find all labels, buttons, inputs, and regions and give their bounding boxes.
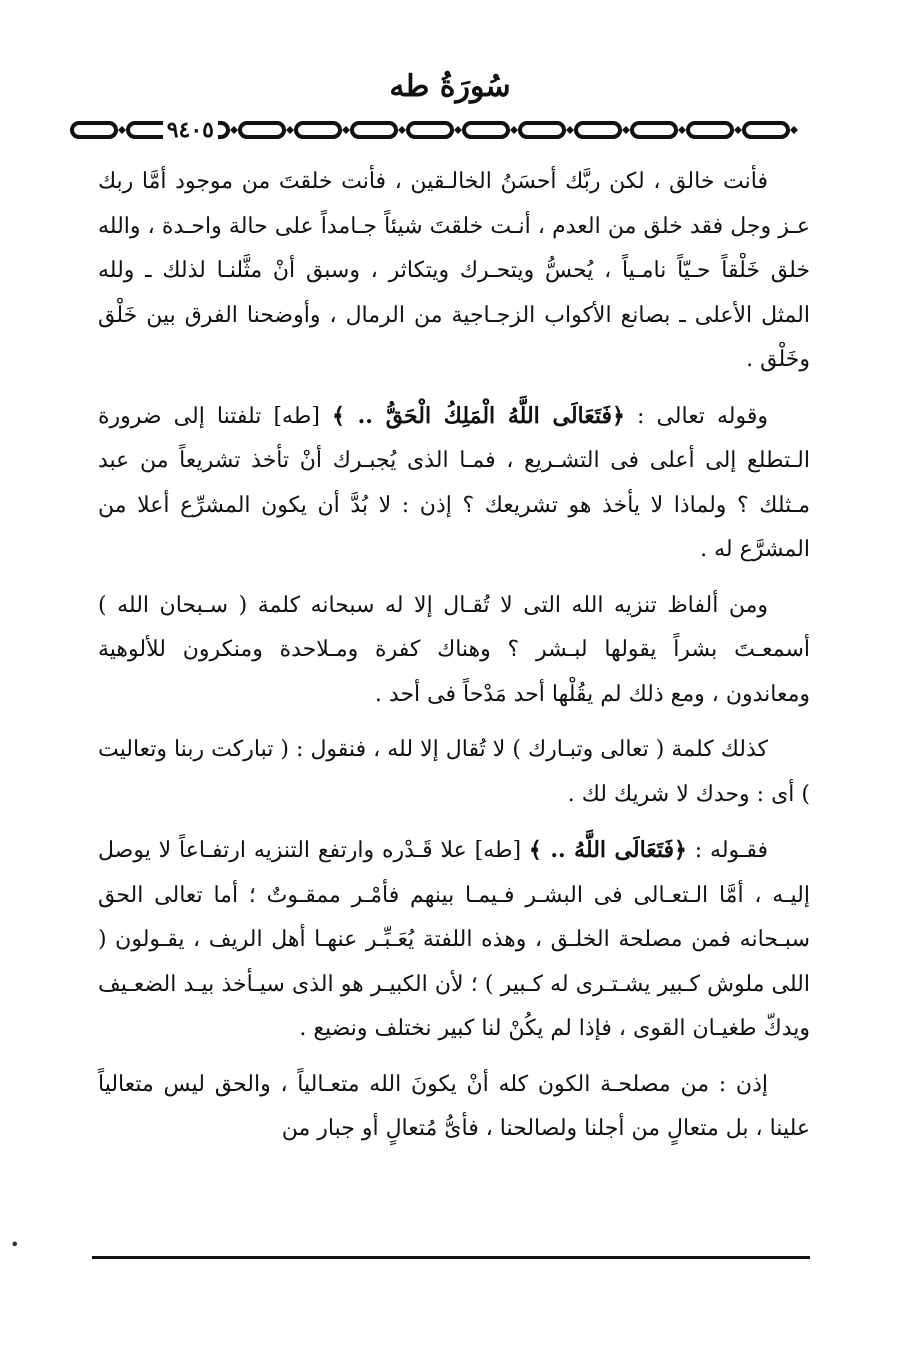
paragraph-text: [طه] — [466, 838, 529, 863]
page-number: ٩٤٠٥ — [163, 113, 218, 147]
body-text — [98, 160, 810, 1163]
chain-link — [688, 123, 732, 137]
chain-link — [464, 123, 508, 137]
chain-link — [632, 123, 676, 137]
chain-diamond — [790, 126, 798, 134]
chain-link — [296, 123, 340, 137]
chain-diamond — [230, 126, 238, 134]
paragraph — [98, 1063, 810, 1152]
paragraph — [98, 584, 810, 718]
chain-diamond — [510, 126, 518, 134]
paragraph — [98, 394, 810, 573]
chain-diamond — [342, 126, 350, 134]
paragraph — [98, 160, 810, 383]
chain-link — [744, 123, 788, 137]
quran-verse: ﴿فَتَعَالَى اللَّهُ الْمَلِكُ الْحَقُّ .. ﴾ — [332, 402, 625, 429]
chain-diamond — [566, 126, 574, 134]
margin-mark: • — [10, 1235, 20, 1254]
chain-diamond — [734, 126, 742, 134]
paragraph-text: فأنت خالق ، لكن ربَّك أحسَنُ الخالـقين ، فأنت خلقتَ من موجود أمَّا ربك عـز وجل فقد خلق من العدم ، أنـت خلقتَ شيئاً جـامداً على حالة واحـدة ، والله خلق خَلْقاً حـيّاً نامـياً ، يُحسُّ ويتحـرك ويتكاثر ، وسبق أنْ مثَّلنـا لذلك ـ ولله المثل الأعلى ـ بصانع الأكواب الزجـاجية من الرمال ، وأوضحنا الفرق بين خَلْق وخَلْق . — [98, 169, 811, 372]
surah-title: سُورَةُ طه — [389, 69, 511, 104]
paragraph-text: إذن : من مصلحـة الكون كله أنْ يكونَ الله متعـالياً ، والحق ليس متعالياً علينا ، بل متعالٍ من أجلنا ولصالحنا ، فأىُّ مُتعالٍ أو جبار من — [98, 1071, 810, 1141]
chain-link — [72, 123, 116, 137]
chain-diamond — [286, 126, 294, 134]
paragraph-text: [طه] — [261, 403, 333, 429]
paragraph — [98, 828, 810, 1052]
chain-diamond — [398, 126, 406, 134]
chain-ornament-band — [70, 113, 840, 147]
paragraph-text: كذلك كلمة ( تعالى وتبـارك ) لا تُقال إلا لله ، فنقول : ( تباركت ربنا وتعاليت ) أى : وحدك لا شريك لك . — [98, 737, 810, 807]
quran-verse: ﴿فَتَعَالَى اللَّهُ .. ﴾ — [528, 837, 687, 863]
chain-link — [352, 123, 396, 137]
paragraph — [98, 728, 810, 817]
paragraph-text: ومن ألفاظ تنزيه الله التى لا تُقـال إلا له سبحانه كلمة ( سـبحان الله ) أسمعـتَ بشراً يقولها لبـشر ؟ وهناك كفرة ومـلاحدة ومنكرون للألوهية ومعاندون ، ومع ذلك لم يقُلْها أحد مَدْحاً فى أحد . — [98, 592, 810, 707]
paragraph-text: وقوله تعالى : — [624, 403, 768, 429]
chain-diamond — [622, 126, 630, 134]
chain-diamond — [454, 126, 462, 134]
chain-link — [520, 123, 564, 137]
chain-diamond — [118, 126, 126, 134]
chain-link — [240, 123, 284, 137]
chain-link — [576, 123, 620, 137]
chain-diamond — [678, 126, 686, 134]
paragraph-text: علا قَـدْره وارتفع التنزيه ارتفـاعاً لا يوصل إليـه ، أمَّا الـتعـالى فى البشـر فـيمـا بينهم فأمْـر ممقـوتٌ ؛ أما تعالى الحق سبـحانه فمن مصلحة الخلـق ، وهذه اللفتة يُعَـبِّـر عنهـا أهل الريف ، يقـولون ( اللى ملوش كـبير يشـتـرى له كـبير ) ؛ لأن الكبيـر هو الذى سيـأخذ بيـد الضعـيف ويدكّ طغيـان القوى ، فإذا لم يكُنْ لنا كبير نختلف ونضيع . — [98, 838, 810, 1041]
paragraph-text: تلفتنا إلى ضرورة الـتطلع إلى أعلى فى التشـريع ، فمـا الذى يُجبـرك أنْ تأخذ تشريعاً من عبد مـثلك ؟ ولماذا لا يأخذ هو تشريعك ؟ إذن : لا بُدَّ أن يكون المشرِّع أعلا من المشرَّع له . — [98, 403, 810, 562]
chain-link — [408, 123, 452, 137]
bottom-rule — [92, 1256, 810, 1259]
paragraph-text: فقـوله : — [686, 838, 768, 863]
